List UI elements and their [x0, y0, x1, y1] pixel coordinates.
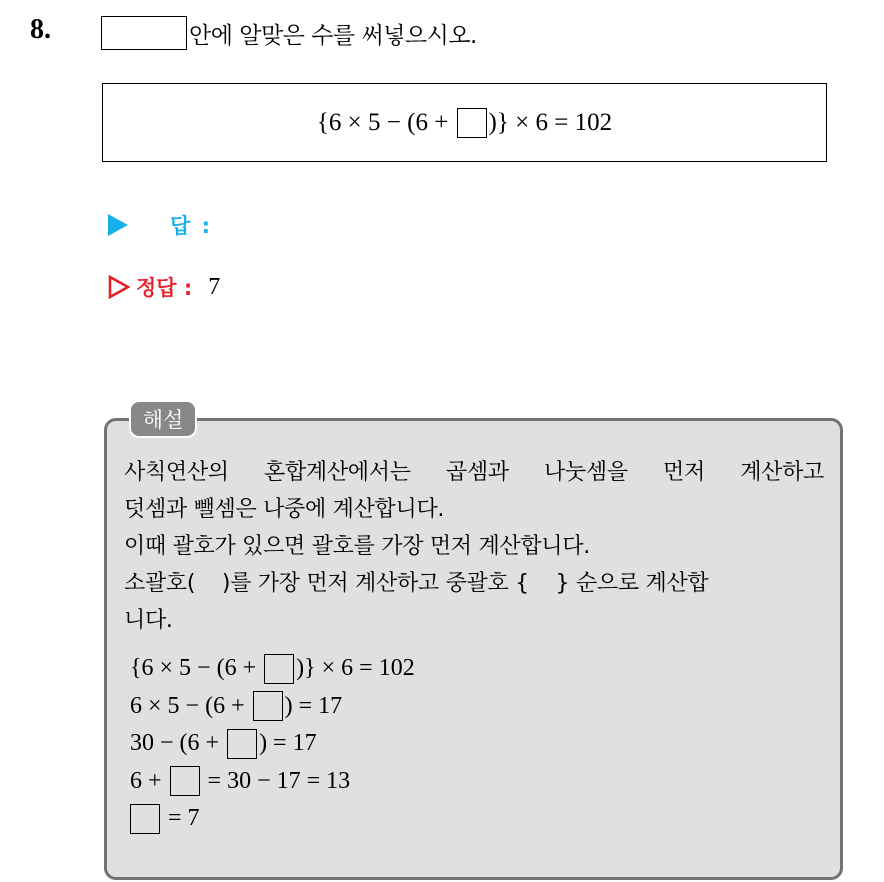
blank-box [101, 16, 187, 50]
question-prompt [101, 15, 477, 51]
step-pre: 6 + [130, 767, 168, 794]
correct-answer-row [108, 272, 220, 302]
step-blank [170, 766, 200, 796]
step-post: = 7 [162, 805, 200, 832]
step-post: ) = 17 [284, 692, 343, 719]
step-post: )} × 6 = 102 [296, 655, 415, 682]
equation-left: {6 × 5 − (6 + [316, 108, 455, 136]
explanation-line: 사칙연산의 혼합계산에서는 곱셈과 나눗셈을 먼저 계산하고 [124, 460, 824, 485]
step-post: = 30 − 17 = 13 [201, 767, 351, 794]
answer-row [108, 210, 212, 240]
play-triangle-icon [108, 214, 128, 236]
step-pre: 6 × 5 − (6 + [130, 692, 251, 719]
explanation-line: 니다. [124, 608, 173, 633]
answer-label: 답 : [170, 214, 212, 238]
explanation-line: 덧셈과 뺄셈은 나중에 계산합니다. [124, 497, 445, 522]
explanation-tab: 해설 [129, 400, 197, 438]
question-number: 8. [30, 14, 51, 45]
question-text: 안에 알맞은 수를 써넣으시오. [189, 22, 477, 49]
solution-step [130, 763, 415, 801]
step-pre: {6 × 5 − (6 + [130, 655, 263, 682]
explanation-line: 이때 괄호가 있으면 괄호를 가장 먼저 계산합니다. [124, 534, 590, 559]
equation [317, 108, 612, 138]
step-pre: 30 − (6 + [130, 730, 226, 757]
solution-step [130, 725, 415, 763]
explanation-line: 소괄호( )를 가장 먼저 계산하고 중괄호 { } 순으로 계산합 [124, 571, 709, 596]
explanation-text [124, 454, 824, 639]
outline-triangle-icon [108, 275, 130, 299]
solution-step [130, 800, 415, 838]
equation-box [102, 83, 827, 162]
solution-steps [130, 650, 415, 838]
step-blank [130, 804, 160, 834]
correct-answer-label: 정답 : [136, 276, 193, 300]
solution-step [130, 688, 415, 726]
equation-right: )} × 6 = 102 [488, 108, 613, 136]
correct-answer-value: 7 [208, 273, 221, 300]
step-post: ) = 17 [259, 730, 317, 757]
step-blank [264, 654, 294, 684]
equation-blank [457, 108, 487, 138]
step-blank [227, 729, 257, 759]
step-blank [253, 691, 283, 721]
solution-step [130, 650, 415, 688]
